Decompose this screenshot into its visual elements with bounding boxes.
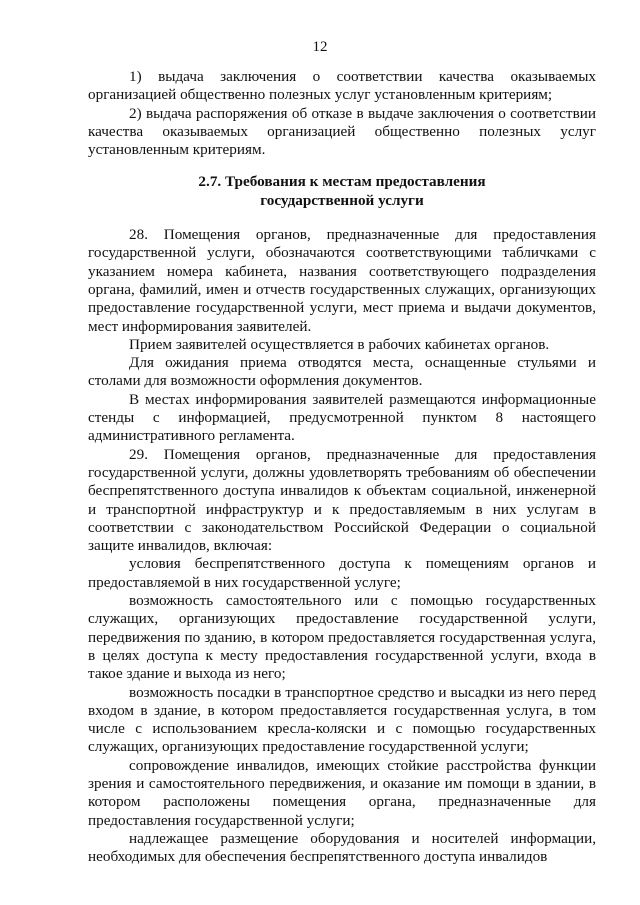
- paragraph: 1) выдача заключения о соответствии качества оказываемых организацией общественно полезных услуг установленным критериям;: [88, 68, 596, 104]
- document-body: [88, 68, 596, 866]
- section-heading-line: 2.7. Требования к местам предоставления: [198, 173, 486, 191]
- paragraph: Прием заявителей осуществляется в рабочих кабинетах органов.: [129, 335, 550, 353]
- section-heading-line: государственной услуги: [260, 191, 424, 209]
- paragraph: В местах информирования заявителей размещаются информационные стенды с информацией, предусмотренной пунктом 8 настоящего административного регламента.: [88, 390, 596, 445]
- paragraph: возможность самостоятельного или с помощью государственных служащих, организующих предоставление государственной услуги, передвижения по зданию, в котором предоставляется государственная услуга, в целях доступа к месту предоставления государственной услуги, входа в такое здание и выхода из него;: [88, 592, 596, 683]
- section-heading: [88, 173, 596, 210]
- paragraph: условия беспрепятственного доступа к помещениям органов и предоставляемой в них государственной услуге;: [88, 555, 596, 591]
- paragraph: сопровождение инвалидов, имеющих стойкие расстройства функции зрения и самостоятельного передвижения, и оказание им помощи в здании, в котором расположены помещения органа, предназначенные для предоставления государственной услуги;: [88, 756, 596, 829]
- paragraph: 2) выдача распоряжения об отказе в выдаче заключения о соответствии качества оказываемых организацией общественно полезных услуг установленным критериям.: [88, 104, 596, 159]
- paragraph: Для ожидания приема отводятся места, оснащенные стульями и столами для возможности оформления документов.: [88, 354, 596, 390]
- paragraph: 29. Помещения органов, предназначенные для предоставления государственной услуги, должны удовлетворять требованиям об обеспечении беспрепятственного доступа инвалидов к объектам социальной, инженерной и транспортной инфраструктур и к предоставляемым в них услугам в соответствии с законодательством Российской Федерации о социальной защите инвалидов, включая:: [88, 445, 596, 555]
- paragraph: возможность посадки в транспортное средство и высадки из него перед входом в здание, в котором предоставляется государственная услуга, в том числе с использованием кресла-коляски и с помощью государственных служащих, организующих предоставление государственной услуги;: [88, 683, 596, 756]
- page-number: 12: [312, 39, 328, 55]
- paragraph: надлежащее размещение оборудования и носителей информации, необходимых для обеспечения беспрепятственного доступа инвалидов: [88, 829, 596, 866]
- paragraph: 28. Помещения органов, предназначенные для предоставления государственной услуги, обозначаются соответствующими табличками с указанием номера кабинета, названия соответствующего подразделения органа, фамилий, имен и отчеств государственных служащих, организующих предоставление государственной услуги, мест приема и выдачи документов, мест информирования заявителей.: [88, 226, 596, 335]
